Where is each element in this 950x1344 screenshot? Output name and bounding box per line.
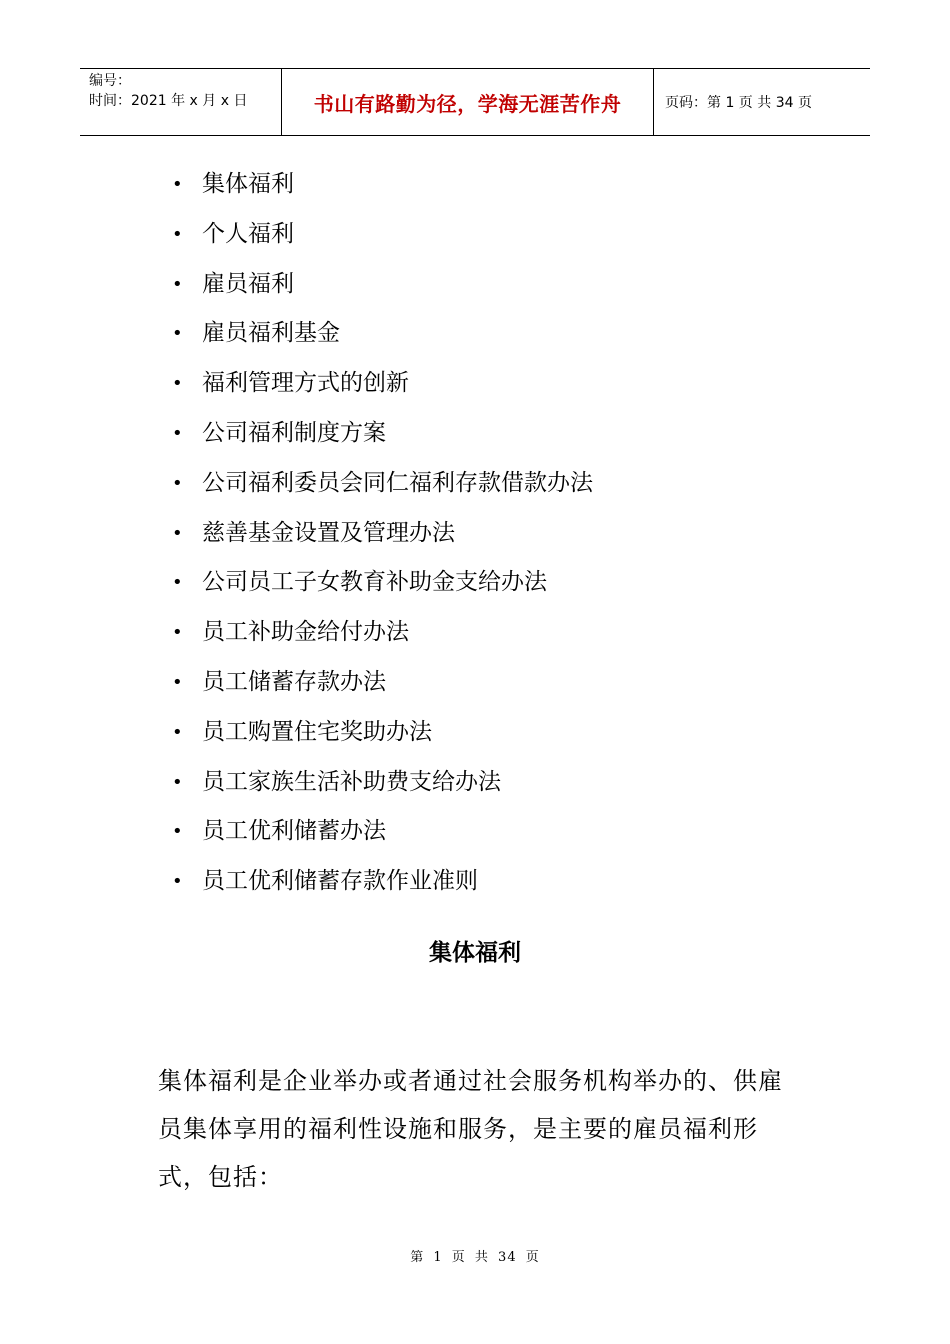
toc-item-label: 公司员工子女教育补助金支给办法 <box>202 569 547 596</box>
bullet-icon: • <box>172 572 183 594</box>
toc-item-label: 慈善基金设置及管理办法 <box>202 519 455 546</box>
document-header <box>80 68 870 136</box>
bullet-icon: • <box>172 174 183 195</box>
toc-item <box>0 758 950 808</box>
header-meta-cell <box>80 69 282 135</box>
bullet-icon: • <box>172 373 183 395</box>
toc-item-label: 雇员福利 <box>202 270 294 297</box>
toc-item <box>0 210 950 260</box>
toc-item-label: 员工家族生活补助费支给办法 <box>202 768 501 795</box>
toc-item-label: 公司福利委员会同仁福利存款借款办法 <box>202 469 593 496</box>
bullet-icon: • <box>172 871 183 893</box>
bullet-icon: • <box>172 323 183 345</box>
toc-item <box>0 658 950 708</box>
document-time-label: 时间：2021 年 x 月 x 日 <box>89 93 248 109</box>
toc-item <box>0 608 950 658</box>
bullet-icon: • <box>172 771 183 793</box>
section-heading: 集体福利 <box>429 940 521 966</box>
toc-item <box>0 260 950 310</box>
table-of-contents <box>0 160 950 907</box>
bullet-icon: • <box>172 671 183 693</box>
toc-item <box>0 409 950 459</box>
toc-item-label: 雇员福利基金 <box>202 320 340 347</box>
header-page-cell <box>654 69 870 135</box>
bullet-icon: • <box>172 522 183 544</box>
toc-item-label: 公司福利制度方案 <box>202 419 386 446</box>
section-paragraph: 集体福利是企业举办或者通过社会服务机构举办的、供雇员集体享用的福利性设施和服务，是主要的雇员福利形式，包括： <box>158 1067 783 1191</box>
toc-item <box>0 807 950 857</box>
bullet-icon: • <box>172 721 183 743</box>
toc-item-label: 员工储蓄存款办法 <box>202 668 386 695</box>
toc-item-label: 员工补助金给付办法 <box>202 619 409 646</box>
bullet-icon: • <box>172 223 183 245</box>
toc-item-label: 集体福利 <box>202 171 294 197</box>
toc-item-label: 员工优利储蓄办法 <box>202 818 386 845</box>
toc-item-label: 员工优利储蓄存款作业准则 <box>202 868 478 895</box>
bullet-icon: • <box>172 821 183 843</box>
header-motto-cell <box>282 69 654 135</box>
header-motto: 书山有路勤为径，学海无涯苦作舟 <box>313 91 622 116</box>
toc-item-label: 员工购置住宅奖助办法 <box>202 718 432 745</box>
toc-item <box>0 459 950 509</box>
toc-item <box>0 558 950 608</box>
bullet-icon: • <box>172 472 183 494</box>
page-footer: 第 1 页 共 34 页 <box>410 1250 540 1265</box>
bullet-icon: • <box>172 273 183 295</box>
toc-item <box>0 309 950 359</box>
toc-item <box>0 359 950 409</box>
bullet-icon: • <box>172 622 183 644</box>
header-page-info: 页码：第 1 页 共 34 页 <box>665 95 812 111</box>
toc-item <box>0 708 950 758</box>
toc-item <box>0 509 950 559</box>
toc-item <box>0 160 950 210</box>
document-number-label: 编号： <box>89 73 131 89</box>
bullet-icon: • <box>172 422 183 444</box>
toc-item <box>0 857 950 907</box>
toc-item-label: 福利管理方式的创新 <box>202 370 409 397</box>
toc-item-label: 个人福利 <box>202 220 294 247</box>
